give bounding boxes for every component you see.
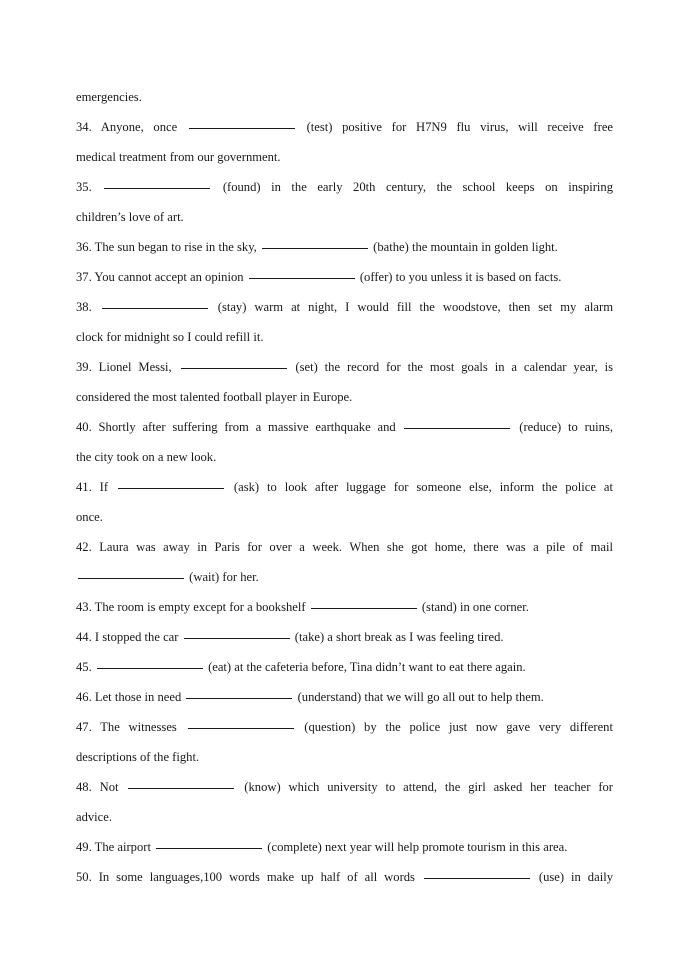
answer-blank[interactable] [424,877,530,879]
text-line [76,352,613,382]
line-text: (take) a short break as I was feeling tired. [294,630,504,644]
answer-blank[interactable] [102,307,208,309]
line-text: (complete) next year will help promote tourism in this area. [267,840,568,854]
text-line [76,862,613,892]
line-text: 50. In some languages,100 words make up half of all words [76,870,415,884]
answer-blank[interactable] [128,787,234,789]
text-line [76,382,613,412]
text-line [76,412,613,442]
text-line [76,802,613,832]
line-text: (set) the record for the most goals in a calendar year, is [295,360,613,374]
line-text: (offer) to you unless it is based on facts. [359,270,562,284]
text-line [76,712,613,742]
line-text: (question) by the police just now gave very different [304,720,613,734]
text-line [76,262,613,292]
line-text: (understand) that we will go all out to help them. [297,690,544,704]
text-line [76,292,613,322]
answer-blank[interactable] [311,607,417,609]
line-text: (stand) in one corner. [421,600,529,614]
text-line [76,82,613,112]
line-text: 45. [76,660,92,674]
line-text: 36. The sun began to rise in the sky, [76,240,257,254]
line-text: descriptions of the fight. [76,750,200,764]
text-line [76,322,613,352]
answer-blank[interactable] [181,367,287,369]
line-text: 46. Let those in need [76,690,182,704]
answer-blank[interactable] [78,577,184,579]
line-text: (bathe) the mountain in golden light. [373,240,558,254]
line-text: once. [76,510,103,524]
line-text: considered the most talented football player in Europe. [76,390,353,404]
line-text: 35. [76,180,92,194]
line-text: (wait) for her. [189,570,259,584]
text-line [76,112,613,142]
line-text: 44. I stopped the car [76,630,179,644]
text-line [76,742,613,772]
text-line [76,652,613,682]
line-text: 38. [76,300,92,314]
line-text: 49. The airport [76,840,151,854]
text-line [76,622,613,652]
line-text: 40. Shortly after suffering from a massive earthquake and [76,420,396,434]
text-line [76,592,613,622]
line-text: 48. Not [76,780,119,794]
line-text: (eat) at the cafeteria before, Tina didn’t want to eat there again. [208,660,526,674]
line-text: advice. [76,810,113,824]
answer-blank[interactable] [156,847,262,849]
text-line [76,172,613,202]
line-text: 41. If [76,480,109,494]
answer-blank[interactable] [189,127,295,129]
line-text: emergencies. [76,90,142,104]
text-line [76,772,613,802]
answer-blank[interactable] [104,187,210,189]
line-text: (test) positive for H7N9 flu virus, will receive free [306,120,614,134]
answer-blank[interactable] [262,247,368,249]
line-text: clock for midnight so I could refill it. [76,330,264,344]
text-line [76,232,613,262]
text-line [76,832,613,862]
text-line [76,502,613,532]
line-text: (stay) warm at night, I would fill the woodstove, then set my alarm [217,300,613,314]
text-line [76,142,613,172]
answer-blank[interactable] [249,277,355,279]
text-line [76,202,613,232]
line-text: 39. Lionel Messi, [76,360,172,374]
answer-blank[interactable] [184,637,290,639]
answer-blank[interactable] [188,727,294,729]
line-text: the city took on a new look. [76,450,217,464]
line-text: 43. The room is empty except for a bookshelf [76,600,306,614]
line-text: medical treatment from our government. [76,150,281,164]
line-text: 42. Laura was away in Paris for over a week. When she got home, there was a pile of mail [76,540,613,554]
text-line [76,472,613,502]
line-text: 47. The witnesses [76,720,177,734]
answer-blank[interactable] [118,487,224,489]
text-line [76,442,613,472]
answer-blank[interactable] [97,667,203,669]
line-text: (ask) to look after luggage for someone else, inform the police at [233,480,613,494]
line-text: (reduce) to ruins, [519,420,613,434]
line-text: 37. You cannot accept an opinion [76,270,244,284]
line-text: (know) which university to attend, the girl asked her teacher for [244,780,613,794]
text-line [76,532,613,562]
line-text: children’s love of art. [76,210,184,224]
line-text: (use) in daily [538,870,613,884]
line-text: 34. Anyone, once [76,120,178,134]
text-line [76,682,613,712]
exercise-text [76,82,613,892]
answer-blank[interactable] [186,697,292,699]
answer-blank[interactable] [404,427,510,429]
line-text: (found) in the early 20th century, the school keeps on inspiring [222,180,613,194]
text-line [76,562,613,592]
